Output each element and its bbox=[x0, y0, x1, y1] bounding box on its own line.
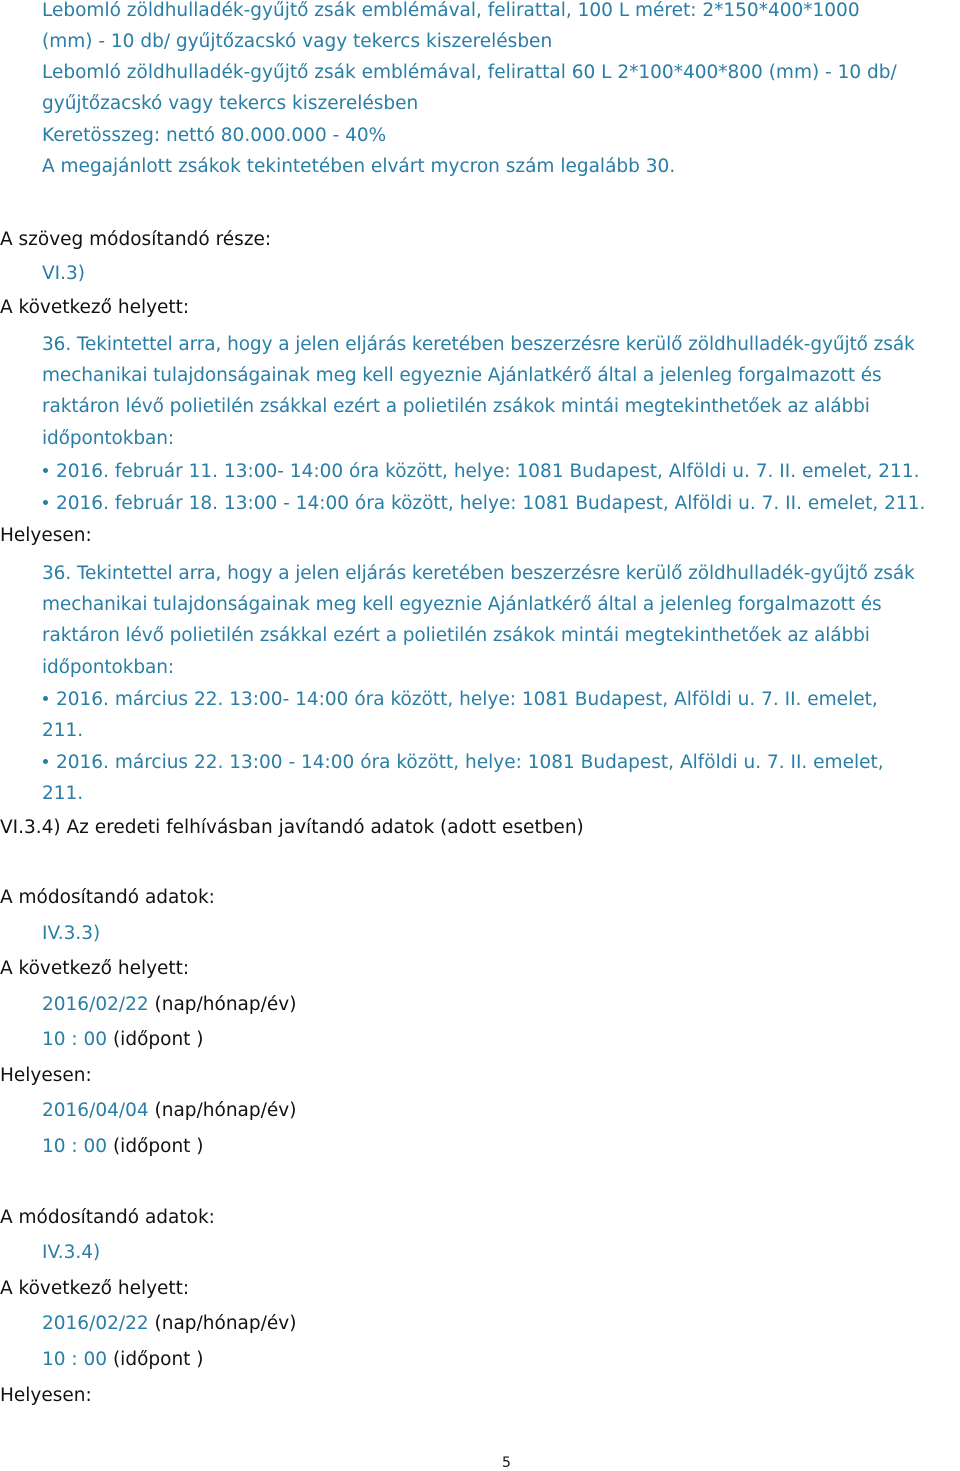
change1-new-date-row bbox=[42, 1100, 296, 1121]
new-date-text-2: 2016. március 22. 13:00 - 14:00 óra között, helye: 1081 Budapest, Alföldi u. 7. II. emelet, 211. bbox=[42, 752, 884, 804]
date-unit: (nap/hónap/év) bbox=[154, 1313, 297, 1334]
intro-line-5: Keretösszeg: nettó 80.000.000 - 40% bbox=[42, 125, 387, 146]
old-date-item-1 bbox=[42, 456, 942, 487]
new-date-text-1: 2016. március 22. 13:00- 14:00 óra között, helye: 1081 Budapest, Alföldi u. 7. II. emelet, 211. bbox=[42, 689, 878, 741]
change2-old-date: 2016/02/22 bbox=[42, 1313, 149, 1334]
change2-old-time-row bbox=[42, 1349, 204, 1370]
date-unit: (nap/hónap/év) bbox=[154, 994, 297, 1015]
time-unit: (időpont ) bbox=[112, 1349, 204, 1370]
page-number: 5 bbox=[502, 1455, 511, 1471]
date-unit: (nap/hónap/év) bbox=[154, 1100, 297, 1121]
correct-label: Helyesen: bbox=[0, 525, 92, 546]
intro-line-4: gyűjtőzacskó vagy tekercs kiszerelésben bbox=[42, 93, 419, 114]
change2-old-date-row bbox=[42, 1313, 296, 1334]
change1-old-time-row bbox=[42, 1029, 204, 1050]
bullet-icon bbox=[43, 468, 48, 473]
section-heading: VI.3.4) Az eredeti felhívásban javítandó adatok (adott esetben) bbox=[0, 817, 584, 838]
section-ref: VI.3) bbox=[42, 263, 85, 284]
change1-ref: IV.3.3) bbox=[42, 923, 101, 944]
change1-new-date: 2016/04/04 bbox=[42, 1100, 149, 1121]
intro-line-3: Lebomló zöldhulladék-gyűjtő zsák emblémával, felirattal 60 L 2*100*400*800 (mm) - 10 db/ bbox=[42, 62, 897, 83]
intro-line-1: Lebomló zöldhulladék-gyűjtő zsák emblémával, felirattal, 100 L méret: 2*150*400*1000 bbox=[42, 0, 860, 21]
change1-label: A módosítandó adatok: bbox=[0, 887, 215, 908]
old-date-text-1: 2016. február 11. 13:00- 14:00 óra között, helye: 1081 Budapest, Alföldi u. 7. II. emelet, 211. bbox=[56, 461, 920, 482]
change2-old-time: 10 : 00 bbox=[42, 1349, 108, 1370]
change2-correct-label: Helyesen: bbox=[0, 1385, 92, 1406]
old-date-text-2: 2016. február 18. 13:00 - 14:00 óra között, helye: 1081 Budapest, Alföldi u. 7. II. emelet, 211. bbox=[56, 493, 926, 514]
change1-old-time: 10 : 00 bbox=[42, 1029, 108, 1050]
change1-old-date-row bbox=[42, 994, 296, 1015]
new-date-item-2 bbox=[42, 747, 927, 809]
change1-instead-label: A következő helyett: bbox=[0, 958, 190, 979]
change1-old-date: 2016/02/22 bbox=[42, 994, 149, 1015]
time-unit: (időpont ) bbox=[112, 1136, 204, 1157]
new-text-paragraph: 36. Tekintettel arra, hogy a jelen eljárás keretében beszerzésre kerülő zöldhulladék-gyűjtő zsák mechanikai tulajdonságainak meg kell egyeznie Ajánlatkérő által a jelenleg forgalmazott és raktáron lévő polietilén zsákkal ezért a polietilén zsákok mintái megtekinthetőek az alábbi időpontokban: bbox=[42, 563, 915, 678]
intro-line-6: A megajánlott zsákok tekintetében elvárt mycron szám legalább 30. bbox=[42, 156, 676, 177]
change1-new-time-row bbox=[42, 1136, 204, 1157]
change2-label: A módosítandó adatok: bbox=[0, 1207, 215, 1228]
time-unit: (időpont ) bbox=[112, 1029, 204, 1050]
instead-label: A következő helyett: bbox=[0, 297, 190, 318]
change1-correct-label: Helyesen: bbox=[0, 1065, 92, 1086]
change1-new-time: 10 : 00 bbox=[42, 1136, 108, 1157]
change2-ref: IV.3.4) bbox=[42, 1242, 101, 1263]
old-text-paragraph: 36. Tekintettel arra, hogy a jelen eljárás keretében beszerzésre kerülő zöldhulladék-gyűjtő zsák mechanikai tulajdonságainak meg kell egyeznie Ajánlatkérő által a jelenleg forgalmazott és raktáron lévő polietilén zsákkal ezért a polietilén zsákok mintái megtekinthetőek az alábbi időpontokban: bbox=[42, 334, 915, 449]
intro-line-2: (mm) - 10 db/ gyűjtőzacskó vagy tekercs kiszerelésben bbox=[42, 31, 553, 52]
new-date-item-1 bbox=[42, 684, 922, 746]
bullet-icon bbox=[43, 500, 48, 505]
modify-label: A szöveg módosítandó része: bbox=[0, 229, 272, 250]
bullet-icon bbox=[43, 696, 48, 701]
bullet-icon bbox=[43, 759, 48, 764]
change2-instead-label: A következő helyett: bbox=[0, 1278, 190, 1299]
old-date-item-2 bbox=[42, 488, 942, 519]
